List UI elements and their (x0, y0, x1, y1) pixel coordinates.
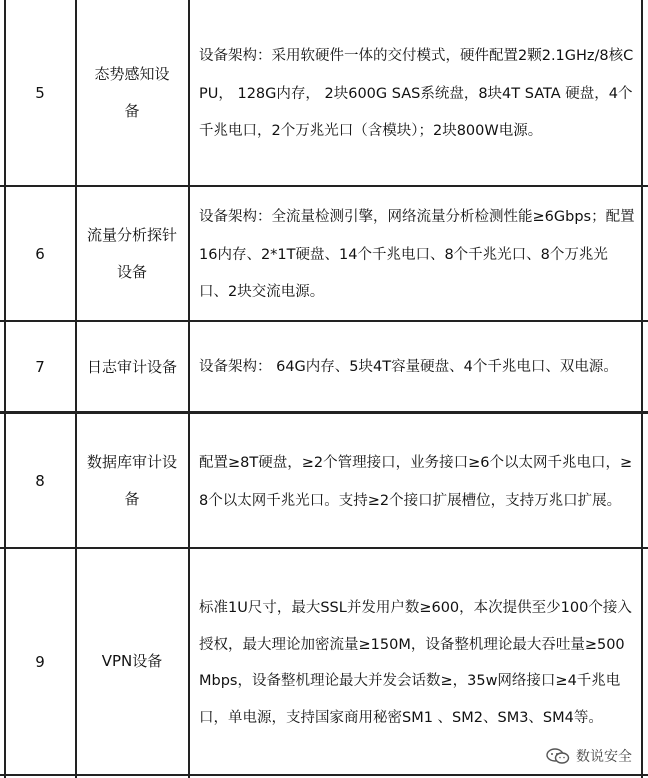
table-border-right (641, 0, 643, 778)
device-spec (199, 418, 635, 547)
row-number: 8 (35, 471, 45, 490)
watermark (546, 746, 632, 766)
table-border-col2 (188, 0, 190, 778)
device-spec-text: 标准1U尺寸，最大SSL并发用户数≥600，本次提供至少100个接入授权，最大理论加密流量≥150M，设备整机理论最大吞吐量≥500Mbps，设备整机理论最大并发会话数≥，35w网络接口≥4千兆电口，单电源，支持国家商用秘密SM1 、SM2、SM3、SM4等。 (199, 600, 632, 726)
row-number: 9 (35, 652, 45, 671)
device-name: 态势感知设备 (94, 64, 170, 120)
watermark-text: 数说安全 (576, 749, 632, 765)
device-name: 日志审计设备 (86, 357, 177, 376)
device-spec (199, 191, 635, 320)
device-name: 流量分析探针设备 (86, 225, 177, 281)
device-spec (199, 4, 635, 185)
device-name: 数据库审计设备 (86, 452, 177, 508)
device-spec-text: 设备架构： 64G内存、5块4T容量硬盘、4个千兆电口、双电源。 (199, 358, 618, 375)
device-spec-text: 设备架构：采用软硬件一体的交付模式，硬件配置2颗2.1GHz/8核CPU， 128G内存， 2块600G SAS系统盘，8块4T SATA 硬盘，4个千兆电口，2个万兆光口（含模块）；2块800W电源。 (199, 48, 634, 140)
row-number: 5 (35, 83, 45, 102)
wechat-icon (546, 748, 570, 764)
row-border (0, 774, 648, 776)
device-spec-text: 设备架构：全流量检测引擎，网络流量分析检测性能≥6Gbps；配置16内存、2*1T硬盘、14个千兆电口、8个千兆光口、8个万兆光口、2块交流电源。 (199, 209, 635, 301)
device-spec (199, 552, 635, 774)
device-spec (199, 322, 635, 411)
device-name: VPN设备 (101, 652, 163, 670)
row-number: 6 (35, 244, 45, 263)
row-number: 7 (35, 357, 45, 376)
device-spec-text: 配置≥8T硬盘，≥2个管理接口，业务接口≥6个以太网千兆电口，≥8个以太网千兆光口。支持≥2个接口扩展槽位，支持万兆口扩展。 (199, 455, 633, 509)
